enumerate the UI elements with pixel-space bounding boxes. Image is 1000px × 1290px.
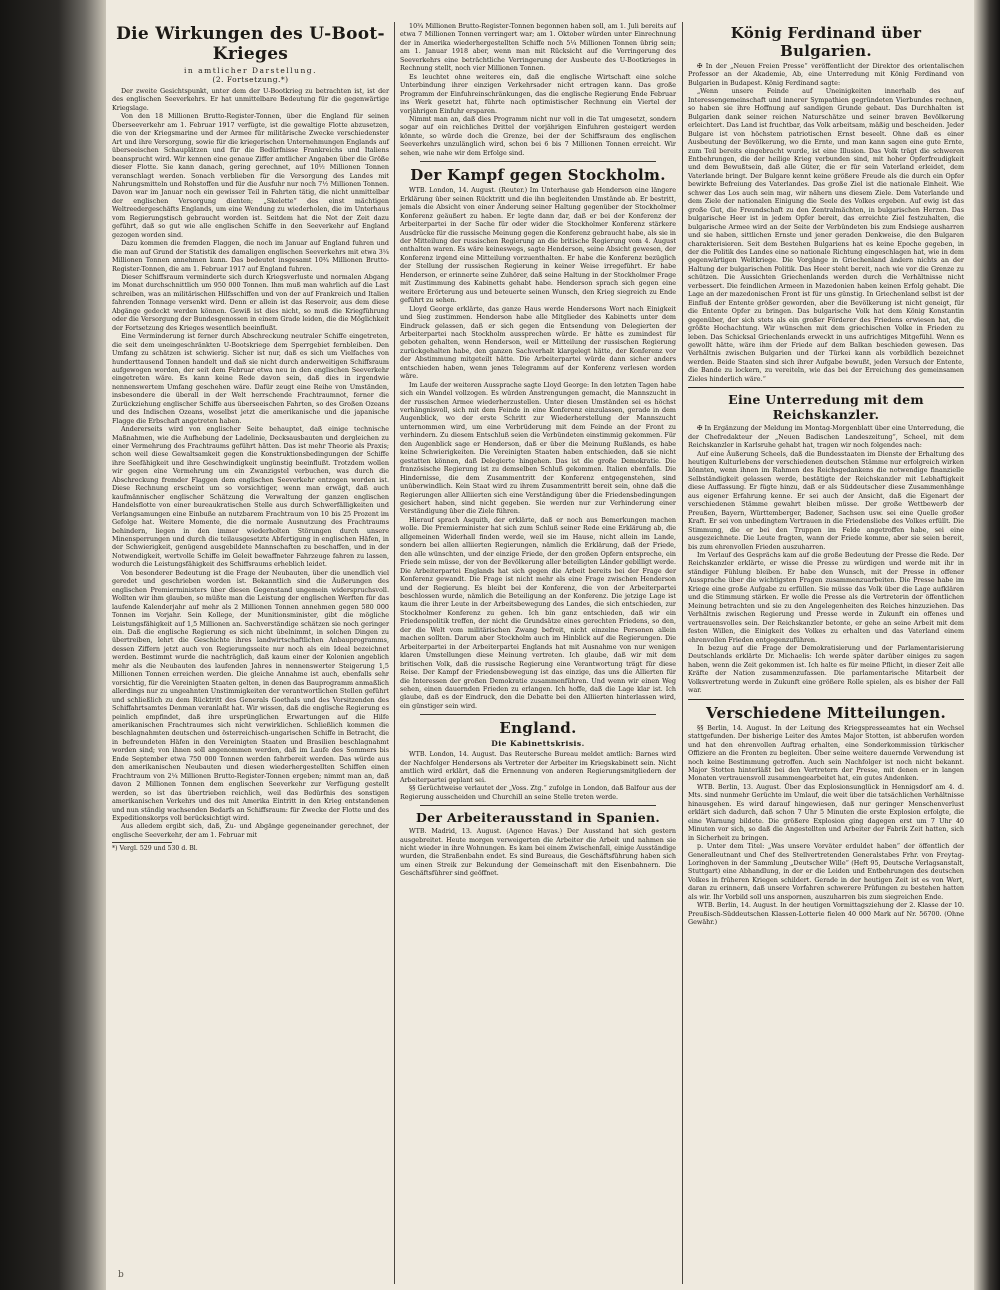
article-body-uboot-continued [400,22,676,157]
paragraph: WTB. Berlin, 13. August. Über das Explosionsunglück in Hennigsdorf am 4. d. Mts. sind nunmehr Gerüchte im Umlauf, die weit über die tatsächlichen Verhältnisse hinausgehen. Es wird darauf hingewiesen, daß nur geringer Menschenverlust erklärt sich dadurch, daß schon 7 Uhr 5 Minuten die erste Explosion erfolgte, die eine Warnung bildete. Die größere Explosion ging dagegen erst um 7 Uhr 40 Minuten vor sich, so daß die Angestellten und Arbeiter der Fabrik Zeit hatten, sich in Sicherheit zu bringen. [688,782,964,842]
article-separator [420,161,656,162]
paragraph: Auf eine Äußerung Scheels, daß die Bundesstaaten im Dienste der Erhaltung des heutigen Kulturlebens der verschiedenen deutschen Stämme nur erfolgreich wirken könnten, wenn ihnen im Rahmen des Reichsgedankens die notwendige finanzielle Selbständigkeit gelassen werde, bestätigte der Reichskanzler mit Lebhaftigkeit diese Auffassung. Er fügte hinzu, daß er als Süddeutscher diese Zusammenhänge aus eigener Erfahrung kenne. Er sei auch der Ansicht, daß die Eigenart der verschiedenen Stämme gewahrt bleiben müsse. Der große Wettbewerb der Preußen, Bayern, Württemberger, Badener, Sachsen usw. sei eine Quelle großer Kraft. Er sei von unbedingtem Vertrauen in die Friedensliebe des Volkes erfüllt. Die Stimmung, die er bei den Truppen im Felde angetroffen habe, sei eine ausgezeichnete. Die Leute fragten, wann der Friede komme, aber sie seien bereit, bis zum ehrenvollen Frieden auszuharren. [688,449,964,551]
paragraph: Dazu kommen die fremden Flaggen, die noch im Januar auf England fuhren und die man auf Grund der Statistik des damaligen englischen Seeverkehrs mit etwa 3¼ Millionen Tonnen annehmen kann. Das bedeutet insgesamt 10¾ Millionen Brutto-Register-Tonnen, die am 1. Februar 1917 auf England fuhren. [112,239,389,273]
paragraph: WTB. Madrid, 13. August. (Agence Havas.) Der Ausstand hat sich gestern ausgebreitet. Heute morgen verweigerten die Arbeiter die Arbeit und nahmen sie nicht wieder in ihre Wohnungen. Es kam bei einem Zwischenfall, einige Ausständige wurden, die Straßenbahn endet. Es sind Bureaus, die Geschäftsführung haben sich um einen Streik zur Bekundung der Gemeinschaft mit den Eisenbahnern. Die Geschäftsführer sind geöffnet. [400,827,676,878]
article-title-mitteilungen: Verschiedene Mitteilungen. [705,703,946,722]
article-separator [420,805,656,806]
article-title-stockholm: Der Kampf gegen Stockholm. [410,166,666,185]
article-subtitle-england: Die Kabinettskrisis. [491,739,585,749]
article-body-spanien [400,827,676,878]
article-title-ferdinand: König Ferdinand über Bulgarien. [730,24,922,60]
article-separator [688,387,964,388]
column-1 [108,22,393,1284]
paragraph: In bezug auf die Frage der Demokratisierung und der Parlamentarisierung Deutschlands erklärte Dr. Michaelis: Ich werde später darüber einiges zu sagen haben, wenn die Zeit gekommen ist. Ich halte es für meine Pflicht, in dieser Zeit alle Kräfte der Nation zusammenzufassen. Die parlamentarische Mitarbeit der Volksvertretung werde in Zukunft eine größere Rolle spielen, als es bisher der Fall war. [688,644,964,695]
article-body-reichskanzler [688,424,964,695]
footnote-rule [112,842,172,843]
page-edge-shadow [974,0,1000,1290]
article-body-stockholm [400,186,676,710]
paragraph: Lloyd George erklärte, das ganze Haus werde Hendersons Wort nach Einigkeit und Sieg zustimmen. Henderson habe alle Mitglieder des Kabinetts unter dem Eindruck gelassen, daß er sich gegen die Entsendung von Delegierten der Arbeiterpartei nach Stockholm aussprechen würde. Er hätte es zumindest für geboten gehalten, wenn Henderson, weil er Mitteilung der russischen Regierung zurückgehalten habe, den ganzen Sachverhalt klargelegt hätte, der Konferenz vor der Abstimmung mitgeteilt hätte. Die Arbeiterpartei würde dann sicher anders entschieden haben, wenn jenes Telegramm auf der Konferenz verlesen worden wäre. [400,304,676,381]
article-body-ferdinand [688,62,964,383]
article-continuation: (2. Fortsetzung.*) [212,75,289,84]
column-rule [394,22,395,1284]
column-3 [684,22,968,1284]
paragraph: Andererseits wird von englischer Seite behauptet, daß einige technische Maßnahmen, wie die Aufhebung der Ladelinie, Decksausbauten und dergleichen zu einer Vermehrung des Frachtraums geführt hätten. Das ist mehr Theorie als Praxis; schon weil diese Gewaltsamkeit gegen die Konstruktionsbedingungen der Schiffe ihre Seefähigkeit und ihre Geschwindigkeit ungünstig beeinflußt. Trotzdem wollen wir gegen eine Vermehrung um ein Zwanzigstel verbuchen, was durch die Abschreckung fremder Flaggen dem englischen Seeverkehr entzogen worden ist. Diese Rechnung erscheint um so vorsichtiger, wenn man erwägt, daß auch kaufmännischer englischer Schätzung die Verwaltung der ganzen englischen Handelsflotte von einer bureaukratischen Stelle aus durch Schwerfälligkeiten und Verlangsamungen eine Einbuße an nutzbarem Frachtraum von 10 bis 25 Prozent im Gefolge hat. Weitere Momente, die die normale Ausnutzung des Frachtraums behindern, liegen in den immer wiederholten Störungen durch unsere Minensperrungen und durch die teilausgesetzte Abfertigung in englischen Häfen, in der Schwierigkeit, genügend ausgebildete Mannschaften zu beschaffen, und in der Notwendigkeit, wertvolle Schiffe im Geleit bewaffneter Fahrzeuge fahren zu lassen, wodurch die Leistungsfähigkeit des Schiffsraums erheblich leidet. [112,425,389,569]
paragraph: §§ Gerüchtweise verlautet der „Voss. Ztg.“ zufolge in London, daß Balfour aus der Regierung ausscheiden und Churchill an seine Stelle treten werde. [400,784,676,801]
paragraph: §§ Berlin, 14. August. In der Leitung des Kriegspresseamtes hat ein Wechsel stattgefunden. Der bisherige Leiter des Amtes Major Stotten, ist abberufen worden und hat den ehrenvollen Auftrag erhalten, eine Sonderkommission türkischer Offiziere an die Fronten zu begleiten. Über seine weitere dauernde Verwendung ist noch keine Bestimmung getroffen. Auch sein Nachfolger ist noch nicht bekannt. Major Stotten hinterläßt bei den Vertretern der Presse, mit denen er in langen Monaten vertrauensvoll zusammengearbeitet hat, ein gutes Andenken. [688,723,964,783]
paragraph: Es leuchtet ohne weiteres ein, daß die englische Wirtschaft eine solche Unterbindung ihrer einzigen Verkehrsader nicht ertragen kann. Das große Programm der Einfuhreinschränkungen, das die englische Regierung Ende Februar ins Werk gesetzt hat, führte nach optimistischer Rechnung ein Viertel der vorjährigen Einfuhr ersparen. [400,72,676,115]
article-separator [688,699,964,700]
paragraph: Hierauf sprach Asquith, der erklärte, daß er noch aus Bemerkungen machen wolle. Die Premierminister hat sich zum Schluß seiner Rede eine Erklärung ab, die allgemeinen Widerhall finden werde, weil sie im Hause, nicht allein im Lande, sondern bei allen alliierten Regierungen, nämlich die Erklärung, daß der Friede, den alle wünschten, und der einzige Friede, der den großen Opfern entspreche, ein Friede sein müsse, der von der Bevölkerung aller beteiligten Länder gebilligt werde. Die Arbeiterpartei Englands hat sich gegen die Arbeit bereits bei der Frage der Konferenz gewandt. Die Frage ist nicht mehr als eine Frage zwischen Henderson und der Regierung. Es bleibt bei der Konferenz, die von der Arbeiterpartei beschlossen wurde, nämlich die Beteiligung an der Konferenz. Die jetzige Lage ist kaum die ihrer Leute in der Arbeitsbewegung des Landes, die sich entschieden, zur Stockholmer Konferenz zu gehen. Ich bin ganz entschieden, daß wir ein Friedenspolitik treffen, der nicht die Grundsätze eines gerechten Friedens, so den, der die Welt vom militärischen Zwang befreit, nicht einzelne Personen allein machen sollten. Darum aber Stockholm auch im Hinblick auf die Regierungen. Die Arbeiterpartei in der Arbeiterpartei Englands hat mit Ausnahme von nur wenigen klaren Umstellungen diese Meinung vertreten. Ich glaube, daß wir mit dem britischen Volk, daß die russische Regierung eine Verantwortung trägt für diese Reise. Der Kampf der Friedensbewegung ist das einzige, das uns die Allierten für die Interessen der großen Demokratie zusammenführen. Und wenn wir einen Weg sehen, einen dauernden Frieden zu erlangen. Ich hoffe, daß die Lage klar ist. Ich glaube, daß es der Eindruck, den die Debatte bei den Alliierten hinterlassen wird, ein günstiger sein wird. [400,515,676,710]
article-title-spanien: Der Arbeiterausstand in Spanien. [416,810,660,826]
paragraph: Von besonderer Bedeutung ist die Frage der Neubauten, über die unendlich viel geredet und geschrieben worden ist. Bekanntlich sind die Äußerungen des englischen Premierministers über diesen Gegenstand ungemein widerspruchsvoll. Wollten wir ihm glauben, so müßte man die Leistung der englischen Werften für das laufende Kalenderjahr auf mehr als 2 Millionen Tonnen annehmen gegen 580 000 Tonnen im Vorjahr. Sein Kollege, der Munitionsminister, gibt die mögliche Leistungsfähigkeit auf 1,5 Millionen an. Sachverständige schätzen sie noch geringer ein. Daß die englische Regierung es sich nicht übelnimmt, in solchen Dingen zu übertreiben, lehrt die Geschichte ihres landwirtschaftlichen Anbauprogramms, dessen Ziffern jetzt auch von Regierungsseite nur noch als ein Ideal bezeichnet werden. Bestimmt wurde die nachträglich, daß kaum einer der Kolonien angeblich mehr als die Neubauten des laufenden Jahres in nennenswerter Steigerung 1,5 Millionen Tonnen erreichen werden. Die gleiche Annahme ist auch, ebenfalls sehr vorsichtig, für die Vereinigten Staaten gelten, in denen das Bauprogramm anmaßlich allerdings nur zu ungeahnten Unstimmigkeiten der verantwortlichen Stellen geführt und schließlich zu dem Rücktritt des Generals Goethals und des Vorsitzenden des Schiffahrtsamtes Denman veranlaßt hat. Wir wissen, daß die englische Regierung es peinlich empfindet, daß ihre ursprünglichen Erwartungen auf die Hilfe amerikanischen Frachtraumes sich nicht verwirklichen. Schließlich kommen die beschlagnahmten deutschen und österreichisch-ungarischen Schiffe in Betracht, die in befreundeten Häfen in den Vereinigten Staaten und Brasilien beschlagnahmt worden sind; von ihnen soll angenommen werden, daß im Laufe des Sommers bis Ende September etwa 750 000 Tonnen werden fahrbereit werden. Das würde aus den amerikanischen Neubauten und diesen wiederhergestellten Schiffen einen Frachtraum von 2¼ Millionen Brutto-Register-Tonnen ergeben; nimmt man an, daß davon 2 Millionen Tonnen dem englischen Seeverkehr zur Verfügung gestellt werden, so ist das übertrieben reichlich, weil das Bedürfnis des sonstigen amerikanischen Verkehrs und des mit Amerika Eintritt in den Krieg entstandenen und nun ständig wachsenden Bedarfs an Schiffsraum: für Zwecke der Flotte und des Expeditionskorps voll berücksichtigt wird. [112,568,389,822]
paragraph: „Wenn unsere Feinde auf Uneinigkeiten innerhalb des auf Interessengemeinschaft und innerer Sympathien gegründeten Vierbundes rechnen, so haben sie ihre Hoffnung auf sandigen Grunde gebaut. Das Durchhalten ist Bulgarien dank seiner reichen Naturschätze und seiner braven Bevölkerung erleichtert. Das Land ist fruchtbar, das Volk arbeitsam, mäßig und bescheiden. Jeder Bulgare ist von höchstem patriotischen Ernst beseelt. Ohne daß es einer Ausbeutung der Bevölkerung, wo die Ernte, und man kann sagen eine gute Ernte, zum Teil bereits eingebracht wurde, ist eine Illusion. Das Volk trägt die schweren Entbehrungen, die der heilige Krieg verbunden sind, mit hoher Opferfreudigkeit und dem Bewußtsein, daß alle Güter, die er für sein Vaterland erleidet, dem Vaterlande bringt. Der Bulgare kennt keine größere Freude als die durch ein Opfer bewirkte Befreiung des Vaterlandes. Das große Ziel ist die nationale Einheit. Wie schwer das Los auch sein mag, wir nähern uns diesem Ziele. Dem Vaterlande und dem Ziele der nationalen Einigung die Seele des Volkes ergeben. Auf ewig ist das große Gut, die Freundschaft zu den Zentralmächten, in bulgarischen Herzen. Das bulgarische Heer ist in jedem Opfer bereit, das erreichte Ziel festzuhalten, die bulgarische Armee wird an der Seite der Verbündeten bis zum Endsiege ausharren und sie haben, sittlichen Ernste und jener geraden Denkweise, die den Bulgaren charakterisieren. Seit dem Bestehen Bulgariens hat es keine Epoche gegeben, in der die Politik des Landes eine so nationale Richtung eingeschlagen hat, wie in dem gegenwärtigen Weltkriege. Die Vorgänge in Griechenland ändern nichts an der Haltung der bulgarischen Politik. Das Heer steht bereit, nach wie vor die Grenze zu schützen. Die Aussichten Griechenlands werden durch die Verhältnisse nicht verbessert. Die feindlichen Armeen in Mazedonien haben keinen Erfolg gehabt. Die Lage an der mazedonischen Front ist für uns günstig. In Griechenland selbst ist der Einfluß der Entente größer geworden, aber die Bevölkerung ist nicht geneigt, für die Entente Opfer zu bringen. Das bulgarische Volk hat dem König Konstantin gegenüber, der sich stets als ein großer Förderer des Friedens erwiesen hat, die größte Hochachtung. Wir wünschen mit dem griechischen Volke in Frieden zu leben. Das Schicksal Griechenlands erweckt in uns aufrichtiges Mitgefühl. Wenn es gewollt hätte, wäre ihm der Friede auf dem Balkan beschieden gewesen. Das Verhältnis zwischen Bulgarien und der Türkei kann als vorbildlich bezeichnet werden. Beide Staaten sind sich ihrer Aufgabe bewußt, jeden Versuch der Entente, die Bande zu lockern, zu vereiteln, wie das bei der Erreichung des gemeinsamen Zieles hinderlich wäre.“ [688,87,964,383]
article-title-england: England. [499,719,577,738]
paragraph: WTB. London, 14. August. (Reuter.) Im Unterhause gab Henderson eine längere Erklärung über seinen Rücktritt und die ihn begleitenden Umstände ab. Er bestritt, jemals die Absicht von einer Änderung seiner Haltung gegenüber der Stockholmer Konferenz geäußert zu haben. Er legte dann dar, daß er bei der Konferenz der Arbeiterpartei in der Sache für oder wider die Stockholmer Konferenz stärkere Ausdrücke für die russische Meinung gegen die Konferenz gebraucht habe, als sie in der Mitteilung der russischen Regierung an die britische Regierung vom 4. August enthalten waren. Es wäre keineswegs, sagte Henderson, seine Absicht gewesen, der Konferenz irgend eine Mitteilung vorzuenthalten. Er habe die Konferenz bezüglich der Stellung der russischen Regierung in keiner Weise irregeführt. Er habe Henderson, er erinnerte seine Zuhörer, daß seine Haltung in der Stockholmer Frage mit Zustimmung des Kabinetts gehabt habe. Henderson sprach sich gegen eine weitere Erörterung aus und beteuerte seinen Wunsch, den Krieg siegreich zu Ende geführt zu sehen. [400,186,676,305]
paragraph: Eine Verminderung ist ferner durch Abschreckung neutraler Schiffe eingetreten, die seit dem uneingeschränkten U-Bootskriege dem Sperrgebiet fernbleiben. Den Umfang zu schätzen ist schwierig. Sicher ist nur, daß es sich um Vielfaches von hunderttausend Tonnen handelt und daß sie nicht durch anderweitigen Schiffsraum aufgewogen worden, der seit dem Februar etwa neu in den englischen Seeverkehr eingetreten wäre. Es kann keine Rede davon sein, daß dies in irgendwie nennenswertem Umfang geschehen wäre. Dafür zeugt eine Reihe von Umständen, insbesondere die überall in der Welt herrschende Frachtraumnot, ferner die Zurückziehung englischer Schiffe aus überseeischen Fahrten, so des Großen Ozeans und des Indischen Ozeans, woselbst jetzt die amerikanische und die japanische Flagge die Erbschaft angetreten haben. [112,332,389,425]
article-title-uboot: Die Wirkungen des U-Boot-Krieges [116,24,385,64]
article-separator [420,714,656,715]
article-body-uboot [112,87,389,839]
paragraph: Aus alledem ergibt sich, daß, Zu- und Abgänge gegeneinander gerechnet, der englische Seeverkehr, der am 1. Februar mit [112,822,389,839]
paragraph: WTB. London, 14. August. Das Reutersche Bureau meldet amtlich: Barnes wird der Nachfolger Hendersons als Vertreter der Arbeiter im Kriegskabinett sein. Nicht amtlich wird erklärt, daß die Ernennung von anderen Regierungsmitgliedern der Arbeiterpartei geplant sei. [400,750,676,784]
paragraph: ✠ In Ergänzung der Meldung im Montag-Morgenblatt über eine Unterredung, die der Chefredakteur der „Neuen Badischen Landeszeitung“, Scheel, mit dem Reichskanzler in Karlsruhe gehabt hat, tragen wir noch folgendes nach: [688,424,964,450]
paragraph: WTB. Berlin, 14. August. In der heutigen Vormittagsziehung der 2. Klasse der 10. Preußisch-Süddeutschen Klassen-Lotterie fielen 40 000 Mark auf Nr. 56700. (Ohne Gewähr.) [688,901,964,927]
paragraph: Der zweite Gesichtspunkt, unter dem der U-Bootkrieg zu betrachten ist, ist der des englischen Seeverkehrs. Er hat unmittelbare Bedeutung für die gegenwärtige Kriegslage. [112,87,389,112]
article-body-england [400,750,676,801]
column-2 [396,22,680,1284]
paragraph: Von den 18 Millionen Brutto-Register-Tonnen, über die England für seinen Überseeverkehr am 1. Februar 1917 verfügte, ist die gewaltige Flotte abzusetzen, die von der Kriegsmarine und der Armee für militärische Zwecke verschiedenster Art und ihre Versorgung, sowie für die kriegerischen Unternehmungen Englands auf überseeischen Schauplätzen und für die Bedürfnisse Frankreichs und Italiens beansprucht wird. Wir kennen eine genaue Ziffer amtlicher Angaben über die Größe dieser Flotte. Sie kann danach, gering gerechnet, auf 10½ Millionen Tonnen veranschlagt werden. Sonach verblieben für die Versorgung des Landes mit Nahrungsmitteln und Rohstoffen und für die Ausfuhr nur noch 7½ Millionen Tonnen. Davon war im Januar noch ein gewisser Teil in Fahrten tätig, die nicht unmittelbar der englischen Versorgung dienten; „Skelette“ des einst mächtigen Weltreedergeschäfts Englands, um eine Wendung zu wiederholen, die im Unterhaus vom Regierungstisch gebraucht worden ist. Seitdem hat die Not der Zeit dazu geführt, daß so gut wie alle englischen Schiffe in den Seeverkehr auf England gezogen worden sind. [112,112,389,239]
article-body-mitteilungen [688,724,964,927]
column-rule [682,22,683,1284]
paragraph: 10¾ Millionen Brutto-Register-Tonnen begonnen haben soll, am 1. Juli bereits auf etwa 7 Millionen Tonnen verringert war; am 1. Oktober würden unter Einrechnung der in Amerika wiederhergestellten Schiffe noch 5¼ Millionen Tonnen übrig sein; am 1. Januar 1918 aber, wenn man mit Rücksicht auf die Verringerung des Seeverkehrs eine beträchtliche Verringerung der Ausbeute des U-Bootkrieges in Rechnung stellt, noch vier Millionen Tonnen. [400,22,676,73]
newspaper-page [108,22,968,1284]
paragraph: Dieser Schiffsraum verminderte sich durch Kriegsverluste und normalen Abgang im Monat durchschnittlich um 950 000 Tonnen. Ihm muß man wahrlich auf die Last schreiben, was an militärischen Hilfsschiffen und von der auf Frankreich und Italien fahrenden Tonnage versenkt wird. Denn er allein ist das Reservoir, aus dem diese Abgänge gedeckt werden können. Gewiß ist dies nicht, so muß die Kriegführung oder die Versorgung der Bundesgenossen in einem Grade leiden, die die Möglichkeit der Fortsetzung des Krieges wesentlich beeinflußt. [112,272,389,332]
paragraph: ✠ In der „Neuen Freien Presse“ veröffentlicht der Direktor des orientalischen Professor an der Akademie, Ab, eine Unterredung mit König Ferdinand von Bulgarien in Budapest. König Ferdinand sagte: [688,62,964,87]
paragraph: Im Verlauf des Gesprächs kam auf die große Bedeutung der Presse die Rede. Der Reichskanzler erklärte, er wisse die Presse zu würdigen und werde mit ihr in ständiger Fühlung bleiben. Er habe den Wunsch, mit der Presse in offener Aussprache über die wichtigsten Fragen zusammenzuarbeiten. Die Presse habe im Kriege eine große Aufgabe zu erfüllen. Sie müsse das Volk über die Lage aufklären und die Stimmung stärken. Er wolle die Presse als die Vertreterin der öffentlichen Meinung betrachten und sie zu den Angelegenheiten des Reiches hinzuziehen. Das Verhältnis zwischen Regierung und Presse werde in Zukunft ein offenes und vertrauensvolles sein. Der Reichskanzler betonte, er gehe an seine Arbeit mit dem festen Willen, die Einigkeit des Volkes zu erhalten und das Vaterland einem ehrenvollen Frieden entgegenzuführen. [688,551,964,644]
paragraph: Nimmt man an, daß dies Programm nicht nur voll in die Tat umgesetzt, sondern sogar auf ein reichliches Drittel der vorjährigen Einfuhren gesteigert werden könnte, so würde doch die Grenze, bei der der Schiffsraum des englischen Seeverkehrs unzulänglich wird, schon bei 6 bis 7 Millionen Tonnen erreicht. Wir sehen, wie nahe wir dem Erfolge sind. [400,114,676,157]
page-mark: b [118,1270,124,1280]
article-subtitle-uboot: in amtlicher Darstellung. [184,66,317,75]
footnote: *) Vergl. 529 und 530 d. Bl. [112,845,198,853]
paragraph: Im Laufe der weiteren Aussprache sagte Lloyd George: In den letzten Tagen habe sich ein Wandel vollzogen. Es würden Anstrengungen gemacht, die Mannszucht in der russischen Armee wiederherzustellen. Unter diesen Umständen sei es höchst verhängnisvoll, sich mit dem Feinde in eine Konferenz einzulassen, gerade in dem Augenblick, wo der erste Schritt zur Wiederherstellung der Mannszucht unternommen wird, um eine Verbrüderung mit dem Feinde an der Front zu verhindern. Zu diesem Entschluß seien die Verbündeten einstimmig gekommen. Für den Augenblick sage er Henderson, daß er über die Meinung Rußlands, es habe keine Schwierigkeiten. Die Vereinigten Staaten haben entschieden, daß sie nicht gestatten können, daß Delegierte hingehen. Das ist die große Demokratie. Die französische Regierung ist zu demselben Schluß gekommen. Italien ebenfalls. Die Hindernisse, die dem Zusammentritt der Konferenz entgegenstehen, sind unüberwindlich. Kein Staat wird zu ihrem Zusammentritt bereit sein, ohne daß die Regierungen aller Alliierten sich eine Verständigung über die Friedensbedingungen gesichert haben, sind nicht gegeben. Sie werden nur zur Verhinderung einer Verständigung über die Ziele führen. [400,380,676,516]
book-binding-shadow [0,0,106,1290]
paragraph: p. Unter dem Titel: „Was unsere Vorväter erduldet haben“ der öffentlich der Generalleutnant und Chef des Stellvertretenden Generalstabes Frhr. von Freytag-Loringhoven in der Sammlung „Deutscher Wille“ (Heft 95, Deutsche Verlagsanstalt, Stuttgart) eine Abhandlung, in der er die Leiden und Entbehrungen des deutschen Volkes in früheren Kriegen schildert. Gerade in der heutigen Zeit ist es von Wert, daran zu erinnern, daß unsere Vorfahren schwerere Prüfungen zu bestehen hatten als wir. Ihr Vorbild soll uns anspornen, auszuharren bis zum siegreichen Ende. [688,842,964,901]
article-title-reichskanzler: Eine Unterredung mit dem Reichskanzler. [728,392,924,423]
